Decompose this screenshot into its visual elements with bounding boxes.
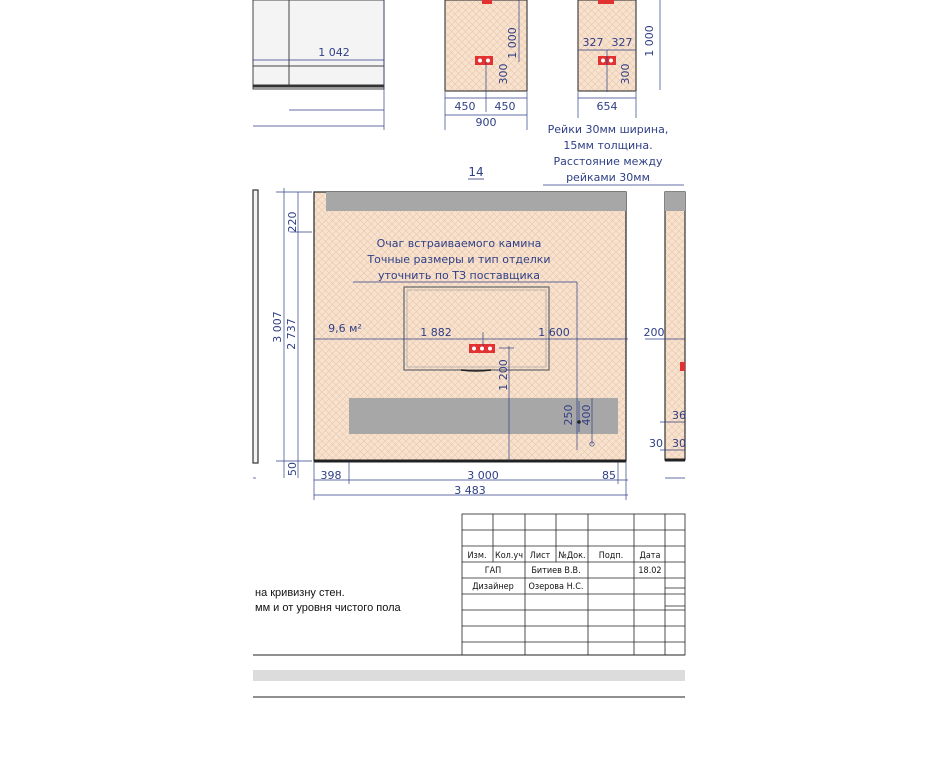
top-left-fragment	[253, 0, 384, 130]
slats-note-line-4: рейками 30мм	[566, 171, 650, 184]
fireplace-shelf	[349, 398, 618, 434]
dim-398: 398	[320, 469, 342, 482]
dim-1042: 1 042	[318, 46, 350, 59]
slats-note	[543, 123, 684, 185]
dim-1000-b: 1 000	[643, 25, 656, 57]
dim-450-right: 450	[494, 100, 516, 113]
dim-1000-a: 1 000	[506, 27, 519, 59]
left-elevation-fragment	[253, 190, 258, 478]
dim-450-left: 450	[454, 100, 476, 113]
fireplace-note-line-3: уточнить по ТЗ поставщика	[377, 269, 541, 282]
dim-250: 250	[562, 404, 575, 426]
note-line-1: на кривизну стен.	[255, 587, 345, 599]
tb-header-podp: Подп.	[598, 551, 624, 561]
dim-85: 85	[602, 469, 616, 482]
dim-900: 900	[475, 116, 497, 129]
note-line-2: мм и от уровня чистого пола	[255, 602, 401, 614]
tb-header-ndok: №Док.	[558, 551, 586, 561]
dim-3483: 3 483	[454, 484, 486, 497]
right-elevation-fragment	[644, 192, 687, 478]
tb-name-ozerova: Озерова Н.С.	[528, 582, 584, 592]
dim-30-b: 30	[672, 437, 686, 450]
fireplace-note-line-1: Очаг встраиваемого камина	[376, 237, 542, 250]
dim-2737: 2 737	[285, 318, 298, 350]
top-right-fragment	[578, 0, 660, 118]
tb-header-izm: Изм.	[467, 551, 487, 561]
slats-note-line-1: Рейки 30мм ширина,	[547, 123, 669, 136]
dim-30-a: 30	[649, 437, 663, 450]
general-notes	[255, 587, 401, 614]
dim-3000: 3 000	[467, 469, 499, 482]
bottom-dimensions	[314, 462, 628, 500]
title-block-text	[467, 551, 661, 592]
socket-icon	[475, 56, 493, 65]
dim-400: 400	[580, 404, 593, 426]
dim-220: 220	[286, 211, 299, 233]
tb-header-data: Дата	[639, 551, 661, 561]
tb-header-list: Лист	[529, 551, 551, 561]
dim-200: 200	[643, 326, 665, 339]
main-elevation	[314, 192, 628, 461]
tb-role-designer: Дизайнер	[472, 582, 514, 592]
dim-36: 36	[672, 409, 686, 422]
dim-327-left: 327	[582, 36, 604, 49]
top-beam	[326, 192, 626, 211]
top-middle-fragment	[445, 0, 527, 130]
fireplace-note-line-2: Точные размеры и тип отделки	[367, 253, 551, 266]
dim-1600: 1 600	[538, 326, 570, 339]
tb-role-gap: ГАП	[484, 566, 502, 576]
dim-3007: 3 007	[271, 311, 284, 343]
dim-327-right: 327	[611, 36, 633, 49]
dim-50: 50	[286, 462, 299, 476]
dim-300-b: 300	[619, 63, 632, 85]
tb-header-koluch: Кол.уч	[494, 551, 524, 561]
sheet-number: 14	[468, 165, 484, 179]
dim-1882: 1 882	[420, 326, 452, 339]
dim-654: 654	[596, 100, 618, 113]
slats-note-line-2: 15мм толщина.	[563, 139, 653, 152]
slats-note-line-3: Расстояние между	[553, 155, 663, 168]
dim-300-a: 300	[497, 63, 510, 85]
sheet-frame-bottom	[253, 655, 685, 697]
dim-1200: 1 200	[497, 359, 510, 391]
area-label: 9,6 м²	[328, 322, 362, 335]
tb-date: 18.02	[638, 566, 662, 576]
tb-name-bitiev: Битиев В.В.	[531, 566, 581, 576]
left-dimensions	[271, 188, 312, 478]
